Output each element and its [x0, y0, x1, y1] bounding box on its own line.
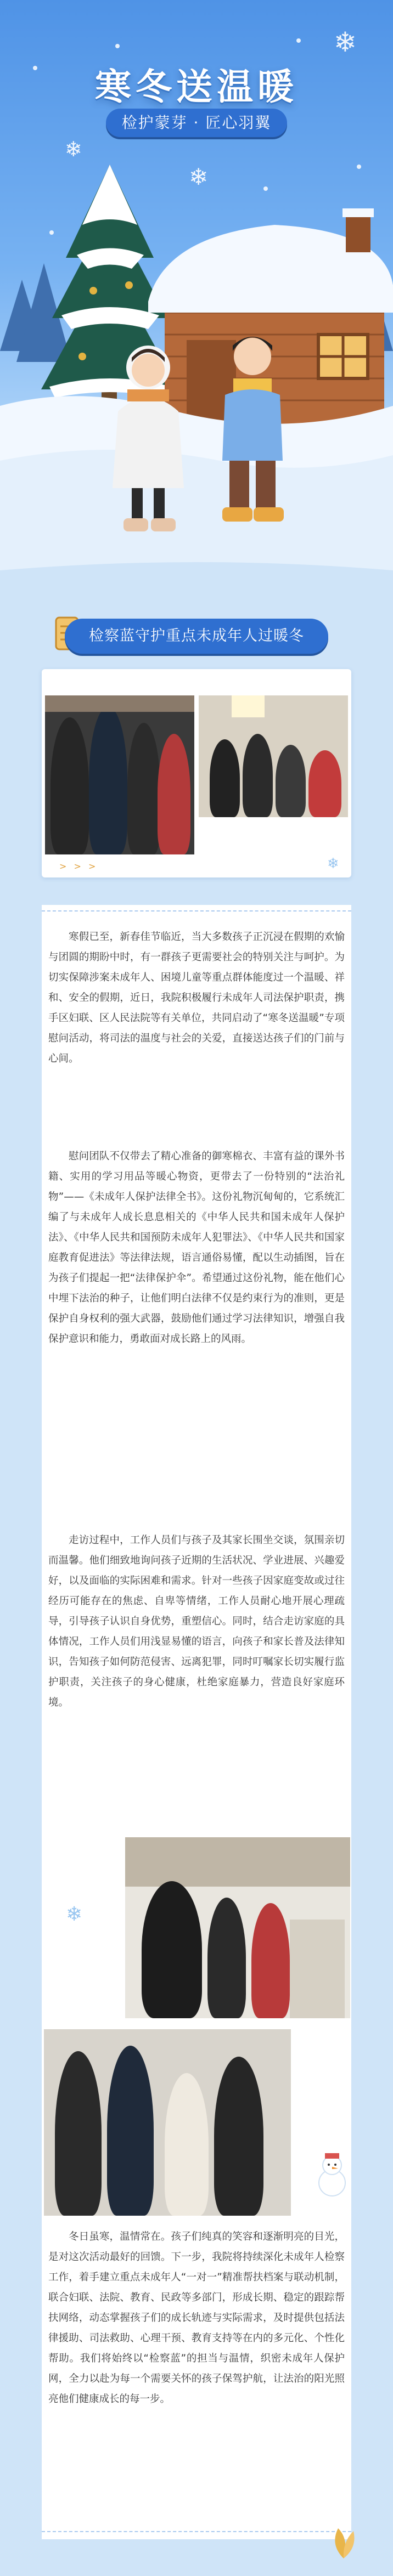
snowflake-icon: ❄: [334, 26, 357, 58]
paragraph: 走访过程中，工作人员们与孩子及其家长围坐交谈，氛围亲切而温馨。他们细致地询问孩子近期的生活状况、学业进展、兴趣爱好，以及面临的实际困难和需求。针对一些孩子因家庭变故或过往经历可能存在的焦虑、自卑等情绪，工作人员耐心地开展心理疏导，引导孩子认识自身优势，重塑信心。同时，结合走访家庭的具体情况，工作人员们用浅显易懂的语言，向孩子和家长普及法律知识，告知孩子如何防范侵害、远离犯罪，同时叮嘱家长切实履行监护职责，关注孩子的身心健康，杜绝家庭暴力，营造良好家庭环境。: [48, 1535, 345, 1708]
section-tag: 检察蓝守护重点未成年人过暖冬: [65, 619, 328, 654]
paragraph: 寒假已至，新春佳节临近，当大多数孩子正沉浸在假期的欢愉与团圆的期盼中时，有一群孩子更需要社会的特别关注与呵护。为切实保障涉案未成年人、困境儿童等重点群体能度过一个温暖、祥和、安全的假期，近日，我院积极履行未成年人司法保护职责，携手区妇联、区人民法院等有关单位，共同启动了“寒冬送温暖”专项慰问活动，将司法的温度与社会的关爱，直接送达孩子们的门前与心间。: [48, 931, 345, 1065]
snowflake-icon: ❄: [327, 856, 339, 872]
hero-banner: [0, 0, 393, 592]
visit-photo: [125, 1837, 350, 2018]
snowman-icon: [313, 2150, 351, 2199]
snowflake-icon: ❄: [189, 163, 209, 190]
hero-title: 寒冬送温暖: [95, 66, 298, 108]
arrows-decoration: > > >: [59, 861, 98, 871]
visit-photo: [199, 695, 348, 817]
visit-photo: [45, 695, 194, 854]
hero-subtitle: 检护蒙芽 · 匠心羽翼: [106, 109, 287, 137]
snowflake-icon: ❄: [65, 137, 82, 161]
paragraph: 慰问团队不仅带去了精心准备的御寒棉衣、丰富有益的课外书籍、实用的学习用品等暖心物资，更带去了一份特别的“法治礼物”——《未成年人保护法律全书》。这份礼物沉甸甸的，它系统汇编了与未成年人成长息息相关的《中华人民共和国未成年人保护法》、《中华人民共和国预防未成年人犯罪法》、《中华人民共和国家庭教育促进法》等法律法规，语言通俗易懂，配以生动插图，旨在为孩子们提起一把“法律保护伞”。希望通过这份礼物，能在他们心中埋下法治的种子，让他们明白法律不仅是约束行为的准则，更是保护自身权利的强大武器，鼓励他们通过学习法律知识，增强自我保护意识和能力，勇敢面对成长路上的风雨。: [48, 1151, 345, 1345]
winter-scene-illustration: [0, 154, 393, 592]
snowflake-icon: ❄: [66, 1903, 83, 1926]
paragraph: 冬日虽寒，温情常在。孩子们纯真的笑容和逐渐明亮的目光，是对这次活动最好的回馈。下一步，我院将持续深化未成年人检察工作，着手建立重点未成年人“一对一”精准帮扶档案与联动机制，联合妇联、法院、教育、民政等多部门，形成长期、稳定的跟踪帮扶网络，动态掌握孩子们的成长轨迹与实际需求，及时提供包括法律援助、司法救助、心理干预、教育支持等在内的多元化、个性化帮助。我们将始终以“检察蓝”的担当与温情，织密未成年人保护网，全力以赴为每一个需要关怀的孩子保驾护航，让法治的阳光照亮他们健康成长的每一步。: [48, 2231, 345, 2405]
photo-card: [42, 669, 351, 877]
visit-photo: [44, 2029, 291, 2216]
leaf-icon: [327, 2523, 360, 2561]
